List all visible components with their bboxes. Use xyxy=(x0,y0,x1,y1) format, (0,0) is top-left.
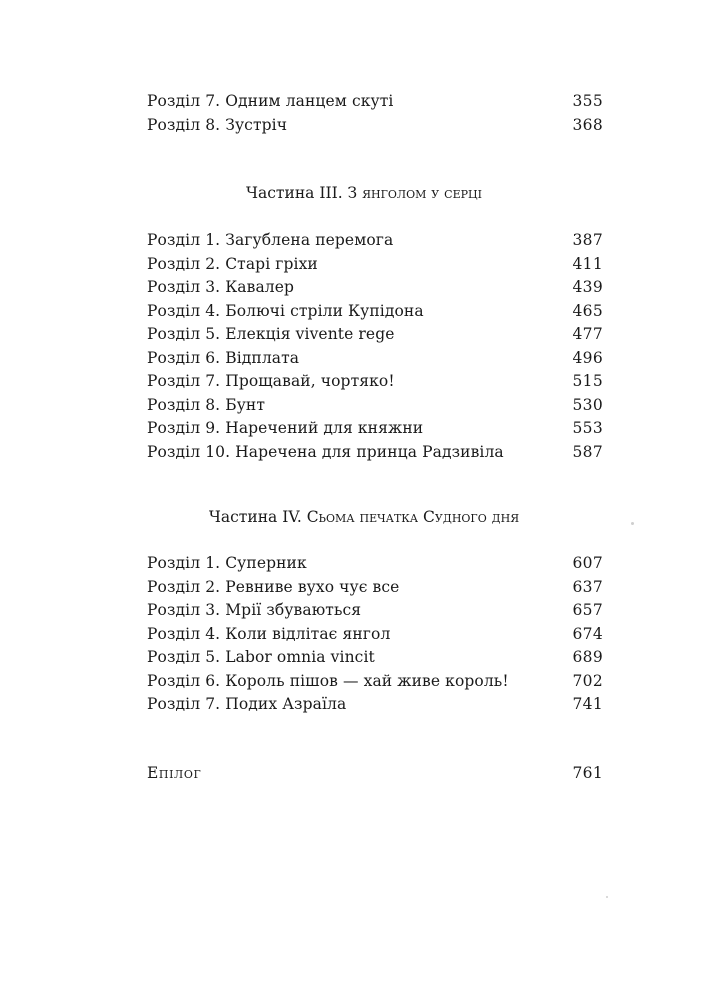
toc-entry-epilog xyxy=(147,762,603,786)
toc-entry-title: Розділ 7. Подих Азраїла xyxy=(147,695,347,713)
toc-entry-page: 411 xyxy=(572,254,603,273)
part3-heading-prefix: Частина III. xyxy=(246,184,348,202)
toc-entry-title: Розділ 1. Суперник xyxy=(147,554,307,572)
toc-entry-page: 637 xyxy=(572,577,603,596)
part4-heading-prefix: Частина IV. xyxy=(208,508,307,526)
toc-entry-page: 607 xyxy=(572,554,603,572)
toc-entry-title: Розділ 4. Болючі стріли Купідона xyxy=(147,301,424,320)
toc-entry xyxy=(147,300,603,324)
toc-entry-page: 477 xyxy=(572,325,603,343)
epilog-page: 761 xyxy=(572,764,603,782)
toc-entry-page: 368 xyxy=(572,115,603,134)
toc-entry xyxy=(147,90,603,114)
toc-entry xyxy=(147,646,603,670)
toc-entry-page: 355 xyxy=(572,92,603,110)
toc-entry xyxy=(147,253,603,277)
scan-speck xyxy=(606,896,608,898)
toc-entry-title: Розділ 6. Король пішов — хай живе король! xyxy=(147,671,509,690)
toc-entry-page: 674 xyxy=(572,624,603,643)
toc-entry-title: Розділ 4. Коли відлітає янгол xyxy=(147,624,391,643)
toc-entry-title: Розділ 9. Наречений для княжни xyxy=(147,419,424,437)
toc-entry-title: Розділ 6. Відплата xyxy=(147,348,300,367)
toc-entry xyxy=(147,441,603,465)
toc-entry-title: Розділ 7. Одним ланцем скуті xyxy=(147,92,394,110)
toc-entry-title: Розділ 5. Labor omnia vincit xyxy=(147,648,375,666)
toc-entry xyxy=(147,114,603,138)
part4-heading-title: Сьома печатка Судного дня xyxy=(306,508,520,526)
toc-entry xyxy=(147,370,603,394)
toc-entry xyxy=(147,693,603,717)
toc-entry xyxy=(147,417,603,441)
toc-entry-page: 689 xyxy=(572,648,603,666)
scan-speck xyxy=(631,522,634,525)
toc-block-part4 xyxy=(147,552,603,717)
toc-block-part2-end xyxy=(147,90,603,137)
toc-entry xyxy=(147,229,603,253)
toc-entry-page: 587 xyxy=(572,442,603,461)
toc-entry-title: Розділ 7. Прощавай, чортяко! xyxy=(147,372,395,390)
toc-entry-page: 515 xyxy=(572,372,603,390)
toc-entry-title: Розділ 8. Бунт xyxy=(147,395,266,414)
toc-entry-title: Розділ 8. Зустріч xyxy=(147,115,288,134)
toc-entry xyxy=(147,623,603,647)
toc-entry-page: 496 xyxy=(572,348,603,367)
toc-entry xyxy=(147,599,603,623)
toc-entry xyxy=(147,323,603,347)
toc-entry xyxy=(147,394,603,418)
toc-entry-page: 657 xyxy=(572,601,603,619)
part3-heading xyxy=(0,182,728,204)
toc-entry-page: 553 xyxy=(572,419,603,437)
toc-entry-page: 702 xyxy=(572,671,603,690)
toc-entry xyxy=(147,576,603,600)
toc-entry-page: 439 xyxy=(572,278,603,296)
toc-entry-page: 741 xyxy=(572,695,603,713)
toc-block-part3 xyxy=(147,229,603,464)
toc-entry-title: Розділ 5. Елекція vivente rege xyxy=(147,325,395,343)
toc-entry-title: Розділ 1. Загублена перемога xyxy=(147,231,394,249)
toc-entry xyxy=(147,552,603,576)
toc-entry-title: Розділ 2. Старі гріхи xyxy=(147,254,318,273)
toc-epilog xyxy=(147,762,603,786)
toc-entry-page: 530 xyxy=(572,395,603,414)
part3-heading-title: З янголом у серці xyxy=(347,184,482,202)
toc-entry-title: Розділ 2. Ревниве вухо чує все xyxy=(147,577,400,596)
epilog-title: Епілог xyxy=(147,764,202,782)
toc-entry-page: 465 xyxy=(572,301,603,320)
toc-entry xyxy=(147,276,603,300)
part4-heading xyxy=(0,506,728,528)
toc-entry-title: Розділ 10. Наречена для принца Радзивіла xyxy=(147,442,504,461)
toc-entry-title: Розділ 3. Кавалер xyxy=(147,278,295,296)
toc-entry xyxy=(147,347,603,371)
toc-entry-page: 387 xyxy=(572,231,603,249)
toc-entry-title: Розділ 3. Мрії збуваються xyxy=(147,601,362,619)
toc-entry xyxy=(147,670,603,694)
